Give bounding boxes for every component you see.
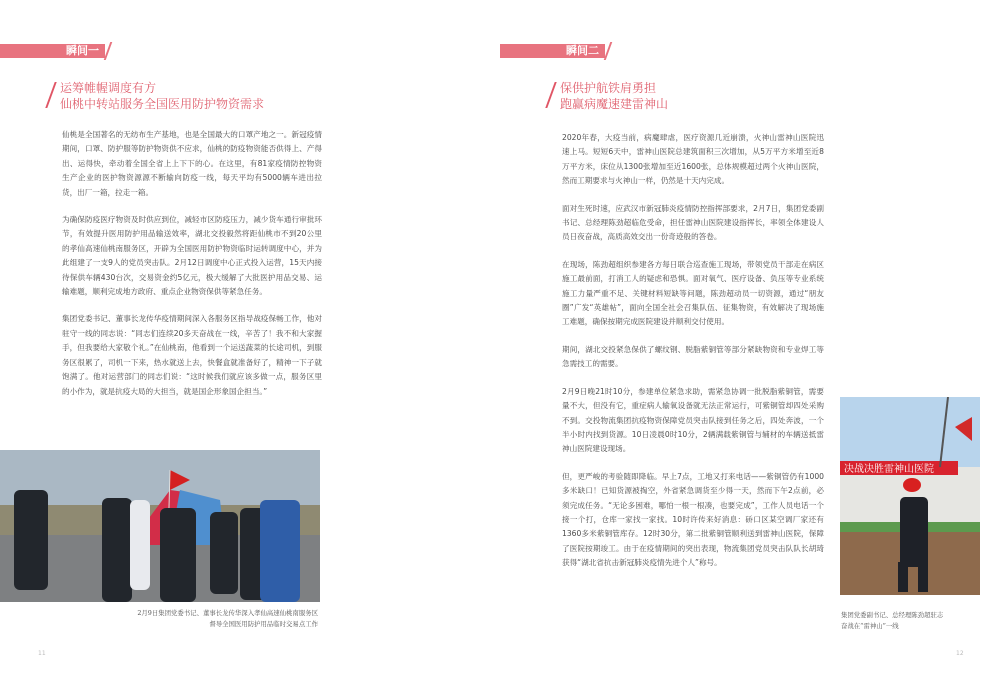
caption-line-1: 2月9日集团党委书记、董事长龙传华深入孝仙高速仙桃南服务区	[137, 609, 318, 617]
paragraph: 为确保防疫医疗物资及时供应到位，减轻市区防疫压力，减少货车通行审批环节，有效提升医用防护用品输送效率，湖北交投毅然将距仙桃市不到20公里的孝仙高速仙桃南服务区，开辟为全国医用防护物资临时运转调度中心，并为此组建了一支9人的党员突击队。2月12日调度中心正式投入运营，15天内接待保供车辆430台次，交易资金约5亿元，极大缓解了大批医护用品交易、运输难题，顺利完成地方政府、重点企业物资保供等紧急任务。	[62, 215, 322, 297]
article-body	[562, 131, 824, 584]
photo-caption	[841, 610, 991, 632]
article-body	[62, 128, 322, 412]
paragraph: 集团党委书记、董事长龙传华疫情期间深入各服务区指导战疫保畅工作，他对驻守一线的同志说：“同志们连续20多天奋战在一线，辛苦了！我不和大家握手，但我要给大家敬个礼。”在仙桃南，他看到一个运送蔬菜的长途司机，到服务区很累了，司机一下来，热水就送上去，快餐盒就准备好了，精神一下子就饱满了。他对运营部门的同志们说：“这时候我们就应该多做一点，服务区里的小作为，就是抗疫大局的大担当，就是国企形象国企担当。”	[62, 314, 322, 396]
caption-line-2: 奋战在“雷神山”一线	[841, 622, 899, 630]
paragraph: 面对生死时速，应武汉市新冠肺炎疫情防控指挥部要求，2月7日，集团党委副书记、总经理陈劲超临危受命，担任雷神山医院建设指挥长，率领全体建设人员日夜奋战，高质高效交出一份奇迹般的答卷。	[562, 203, 824, 242]
paragraph: 但，更严峻的考验随即降临。早上7点，工地又打来电话——紫铜管仍有1000多米缺口！已知货源被掏空，外省紧急调货至少得一天，然而下午2点前，必须完成任务。“无论多困难，哪怕一根一根凑，也要完成”，工作人员电话一个接一个打，仓库一家找一家找。10时许传来好消息：硚口区某空调厂家还有1360多米紫铜管库存。12时30分，第二批紫铜管顺利送到雷神山医院，保障了医院按期竣工。由于在疫情期间的突出表现，物流集团党员突击队队长胡琦获得“湖北省抗击新冠肺炎疫情先进个人”称号。	[562, 471, 824, 568]
headline-line-1: 保供护航铁肩勇担	[560, 81, 657, 95]
caption-line-1: 集团党委副书记、总经理陈劲超驻志	[841, 611, 944, 619]
page-number: 11	[38, 650, 46, 657]
paragraph: 仙桃是全国著名的无纺布生产基地，也是全国最大的口罩产地之一。新冠疫情期间，口罩、防护服等防护物资供不应求，仙桃的防疫物资能否供得上、产得出、运得快，牵动着全国全省上上下下的心。在这里，有81家疫情防控物资生产企业的医护物资源源不断输向防疫一线，每天平均有5000辆车进出拉货，出厂一箱，拉走一箱。	[62, 130, 322, 197]
photo-officials-inspection	[0, 450, 320, 602]
headline-line-2: 仙桃中转站服务全国医用防护物资需求	[60, 97, 265, 111]
paragraph: 期间，湖北交投紧急保供了螺纹钢、脱脂紫铜管等部分紧缺物资和专业焊工等急需技工的需要。	[562, 344, 824, 369]
banner-text: 决战决胜雷神山医院	[844, 464, 934, 475]
right-page	[500, 0, 1000, 679]
photo-caption	[120, 608, 318, 630]
section-tag: 瞬间二	[500, 44, 605, 58]
paragraph: 2月9日晚21时10分，参建单位紧急求助，需紧急协调一批脱脂紫铜管，需要量不大，但没有它，重症病人输氧设备就无法正常运行，可紫铜管却四处采购不到。交投物流集团抗疫物资保障党员突击队接到任务之后，四处奔波，一个半小时内找到货源。10日凌晨0时10分，2辆满载紫铜管与辅材的车辆送抵雷神山医院建设现场。	[562, 386, 824, 454]
headline-slash-decoration	[545, 82, 556, 108]
section-headline	[60, 80, 264, 112]
headline-line-2: 跑赢病魔速建雷神山	[560, 97, 669, 111]
section-tag: 瞬间一	[0, 44, 105, 58]
tag-slash-decoration	[104, 42, 113, 60]
section-headline	[560, 80, 668, 112]
photo-leishenshan-site	[840, 397, 980, 595]
tag-slash-decoration	[604, 42, 613, 60]
paragraph: 2020年春，大疫当前，病魔肆虐，医疗资源几近崩溃，火神山雷神山医院迅速上马。短短6天中，雷神山医院总建筑面积三次增加，从5万平方米增至近8万平方米，床位从1300张增加至近1600张，总体规模超过两个火神山医院，然而工期要求与火神山一样，仍然是十天内完成。	[562, 133, 824, 186]
headline-line-1: 运筹帷幄调度有方	[60, 81, 157, 95]
paragraph: 在现场，陈劲超组织参建各方每日联合巡查施工现场，带领党员干部走在病区施工最前面，打消工人的疑虑和恐惧。面对氧气、医疗设备、负压等专业系统施工力量严重不足、关键材料短缺等问题，陈劲超动员一切资源，通过“朋友圈”广发“英雄帖”，面向全国全社会召集队伍、征集物资，有效解决了现场施工难题，确保按期完成医院建设并顺利交付使用。	[562, 259, 824, 327]
headline-slash-decoration	[45, 82, 56, 108]
page-number: 12	[956, 650, 964, 657]
caption-line-2: 督导全国医用防护用品临时交易点工作	[209, 620, 318, 628]
